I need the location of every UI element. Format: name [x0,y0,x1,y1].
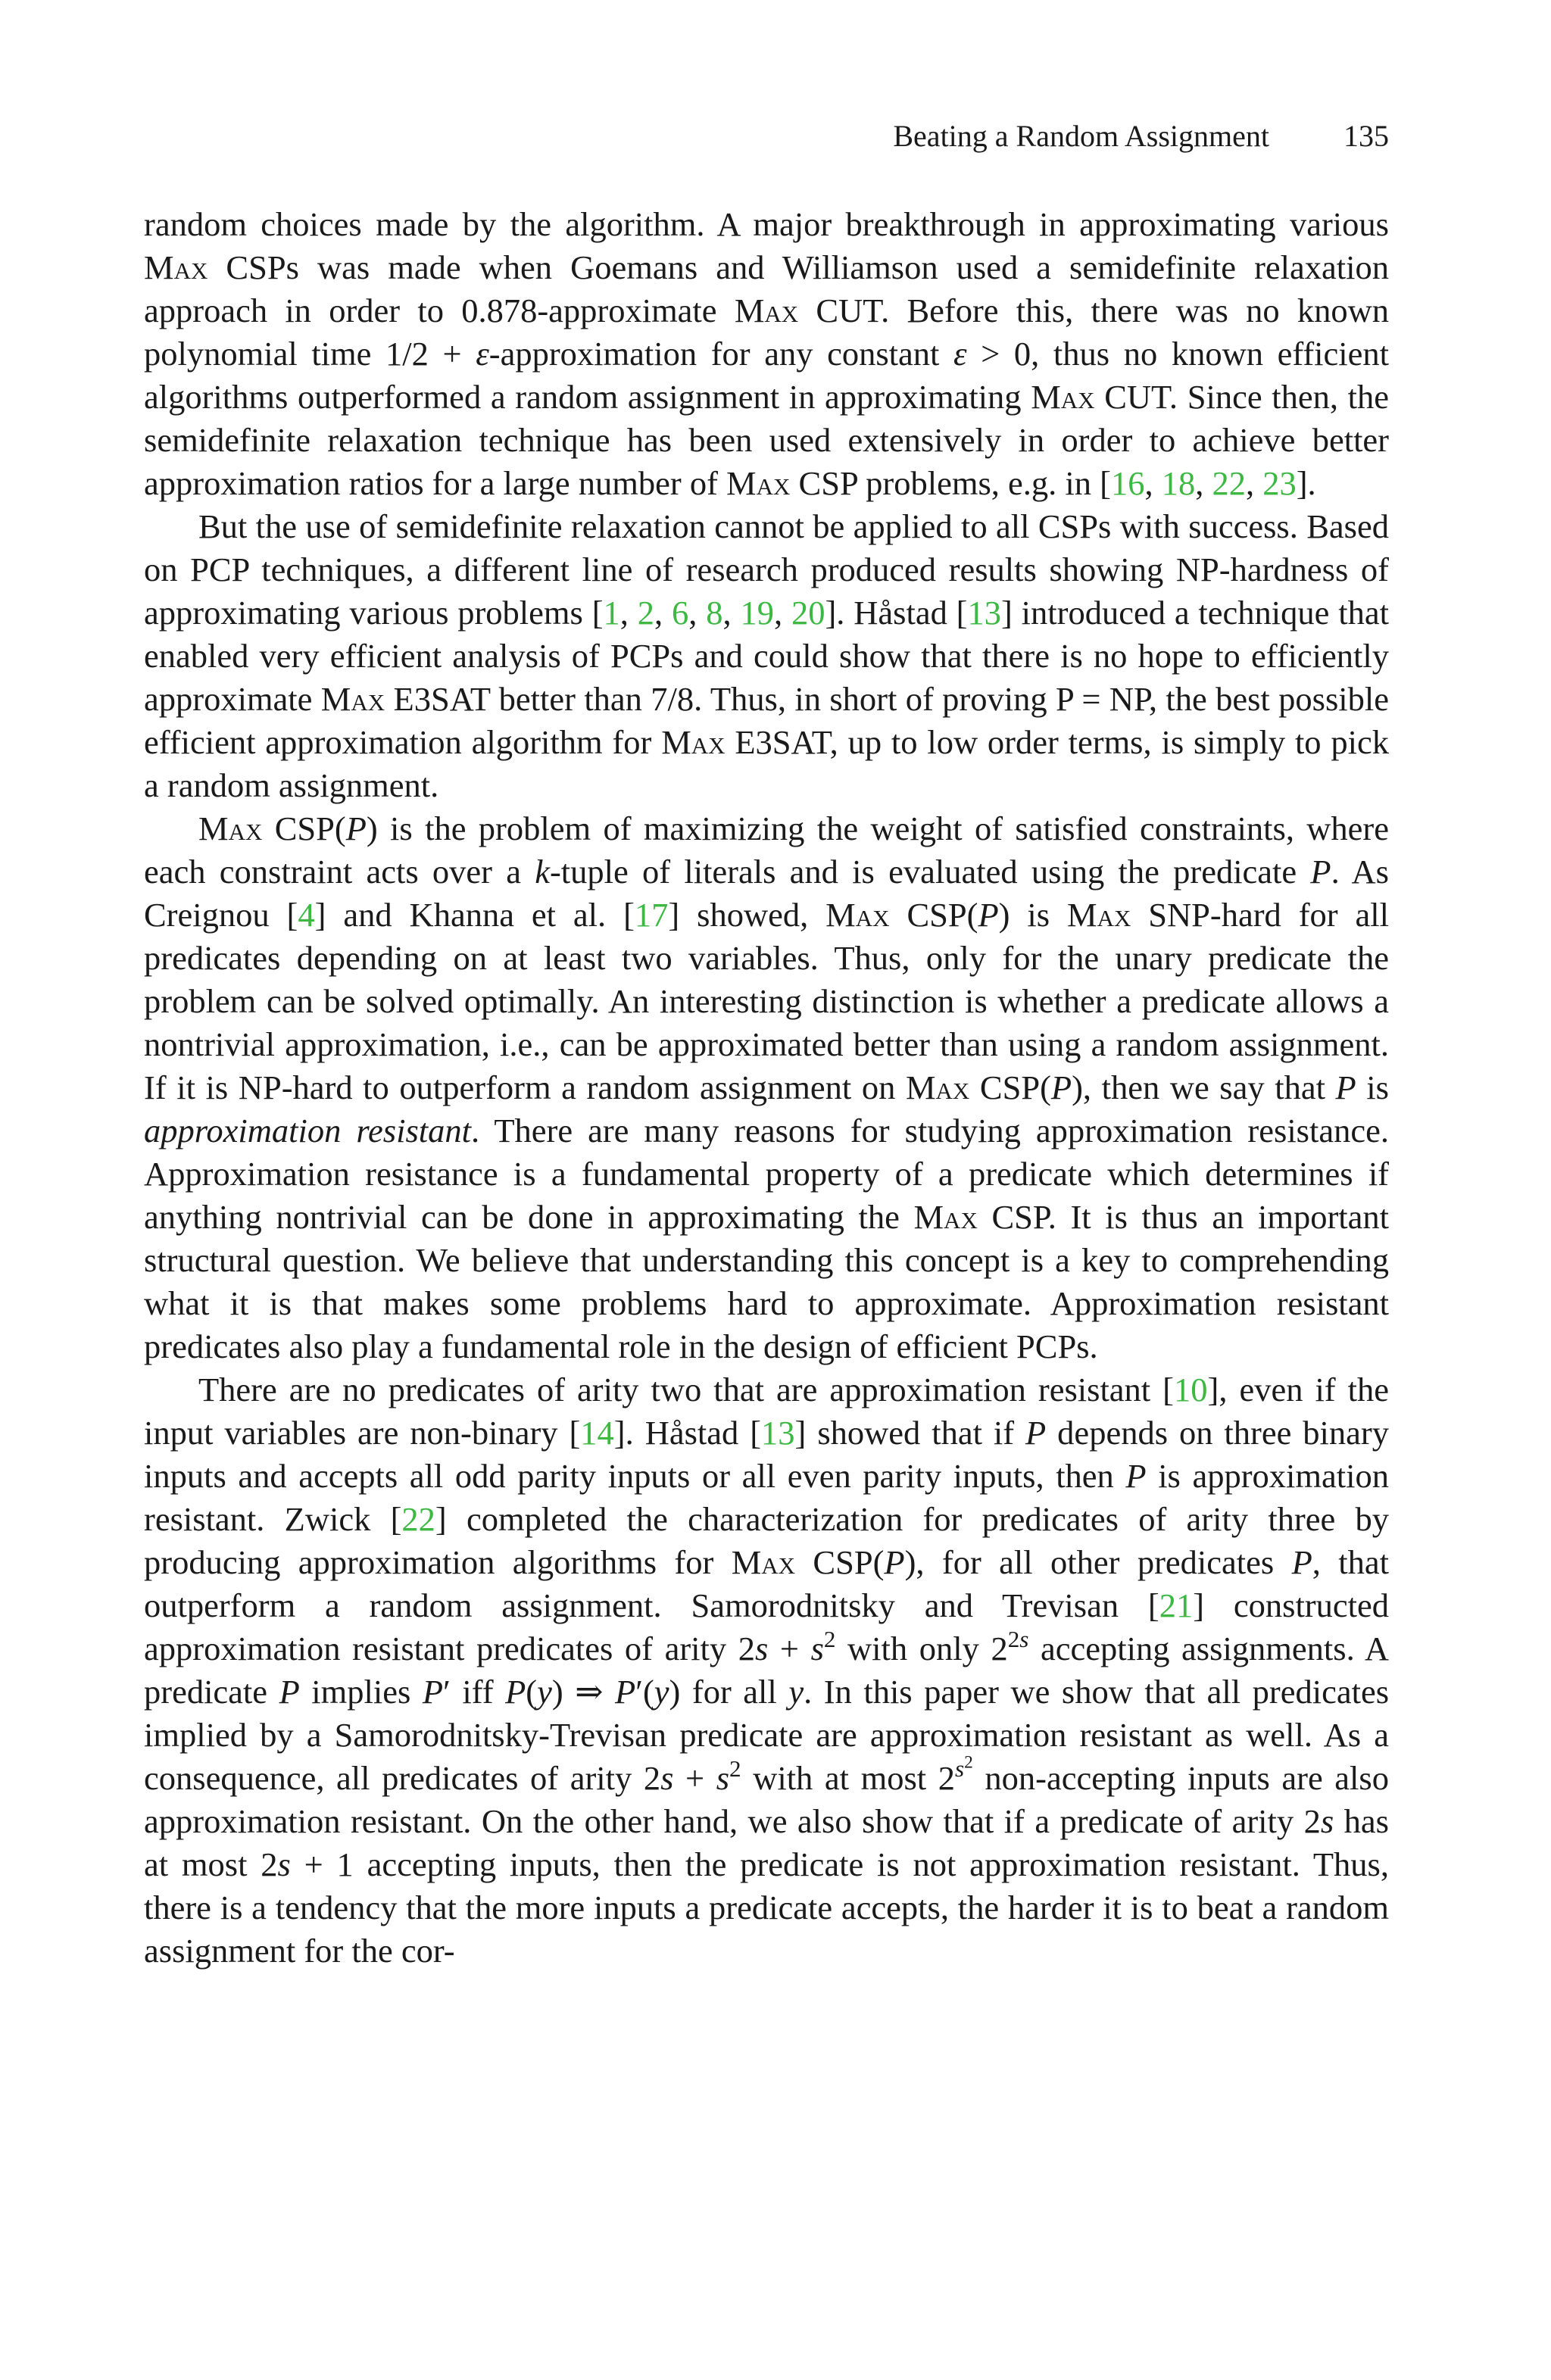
paragraph: But the use of semidefinite relaxation cannot be applied to all CSPs with success. Based on PCP techniques, a different line of research produced results showing NP-hardness of approximating various problems [1, 2, 6, 8, 19, 20]. Håstad [13] introduced a technique that enabled very efficient analysis of PCPs and could show that there is no hope to efficiently approximate Max E3SAT better than 7/8. Thus, in short of proving P = NP, the best possible efficient approximation algorithm for Max E3SAT, up to low order terms, is simply to pick a random assignment. [144,507,1390,804]
paragraph: random choices made by the algorithm. A major breakthrough in approximating various Max CSPs was made when Goemans and Williamson used a semidefinite relaxation approach in order to 0.878-approximate Max CUT. Before this, there was no known polynomial time 1/2 + ε-approximation for any constant ε > 0, thus no known efficient algorithms outperformed a random assignment in approximating Max CUT. Since then, the semidefinite relaxation technique has been used extensively in order to achieve better approximation ratios for a large number of Max CSP problems, e.g. in [16, 18, 22, 23]. [144,205,1390,502]
paragraph: There are no predicates of arity two that are approximation resistant [10], even if the input variables are non-binary [14]. Håstad [13] showed that if P depends on three binary inputs and accepts all odd parity inputs or all even parity inputs, then P is approximation resistant. Zwick [22] completed the characterization for predicates of arity three by producing approximation algorithms for Max CSP(P), for all other predicates P, that outperform a random assignment. Samorodnitsky and Trevisan [21] constructed approximation resistant predicates of arity $2s + s^2$ with only $2^{2s}$ accepting assignments. A predicate P implies P′ iff P(y) ⇒ P′(y) for all y. In this paper we show that all predicates implied by a Samorodnitsky-Trevisan predicate are approximation resistant as well. As a consequence, all predicates of arity $2s + s^2$ with at most $2^{s^2}$ non-accepting inputs are also approximation resistant. On the other hand, we also show that if a predicate of arity 2s has at most 2s + 1 accepting inputs, then the predicate is not approximation resistant. Thus, there is a tendency that the more inputs a predicate accepts, the harder it is to beat a random assignment for the cor- [144,1371,1390,1970]
body-text [144,203,1389,1973]
running-header [144,114,1389,159]
paragraph: Max CSP(P) is the problem of maximizing the weight of satisfied constraints, where each constraint acts over a k-tuple of literals and is evaluated using the predicate P. As Creignou [4] and Khanna et al. [17] showed, Max CSP(P) is Max SNP-hard for all predicates depending on at least two variables. Thus, only for the unary predicate the problem can be solved optimally. An interesting distinction is whether a predicate allows a nontrivial approximation, i.e., can be approximated better than using a random assignment. If it is NP-hard to outperform a random assignment on Max CSP(P), then we say that P is approximation resistant. There are many reasons for studying approximation resistance. Approximation resistance is a fundamental property of a predicate which determines if anything nontrivial can be done in approximating the Max CSP. It is thus an important structural question. We believe that understanding this concept is a key to comprehending what it is that makes some problems hard to approximate. Approximation resistant predicates also play a fundamental role in the design of efficient PCPs. [144,809,1390,1365]
page-number: 135 [1343,119,1389,153]
running-title: Beating a Random Assignment [893,119,1269,153]
